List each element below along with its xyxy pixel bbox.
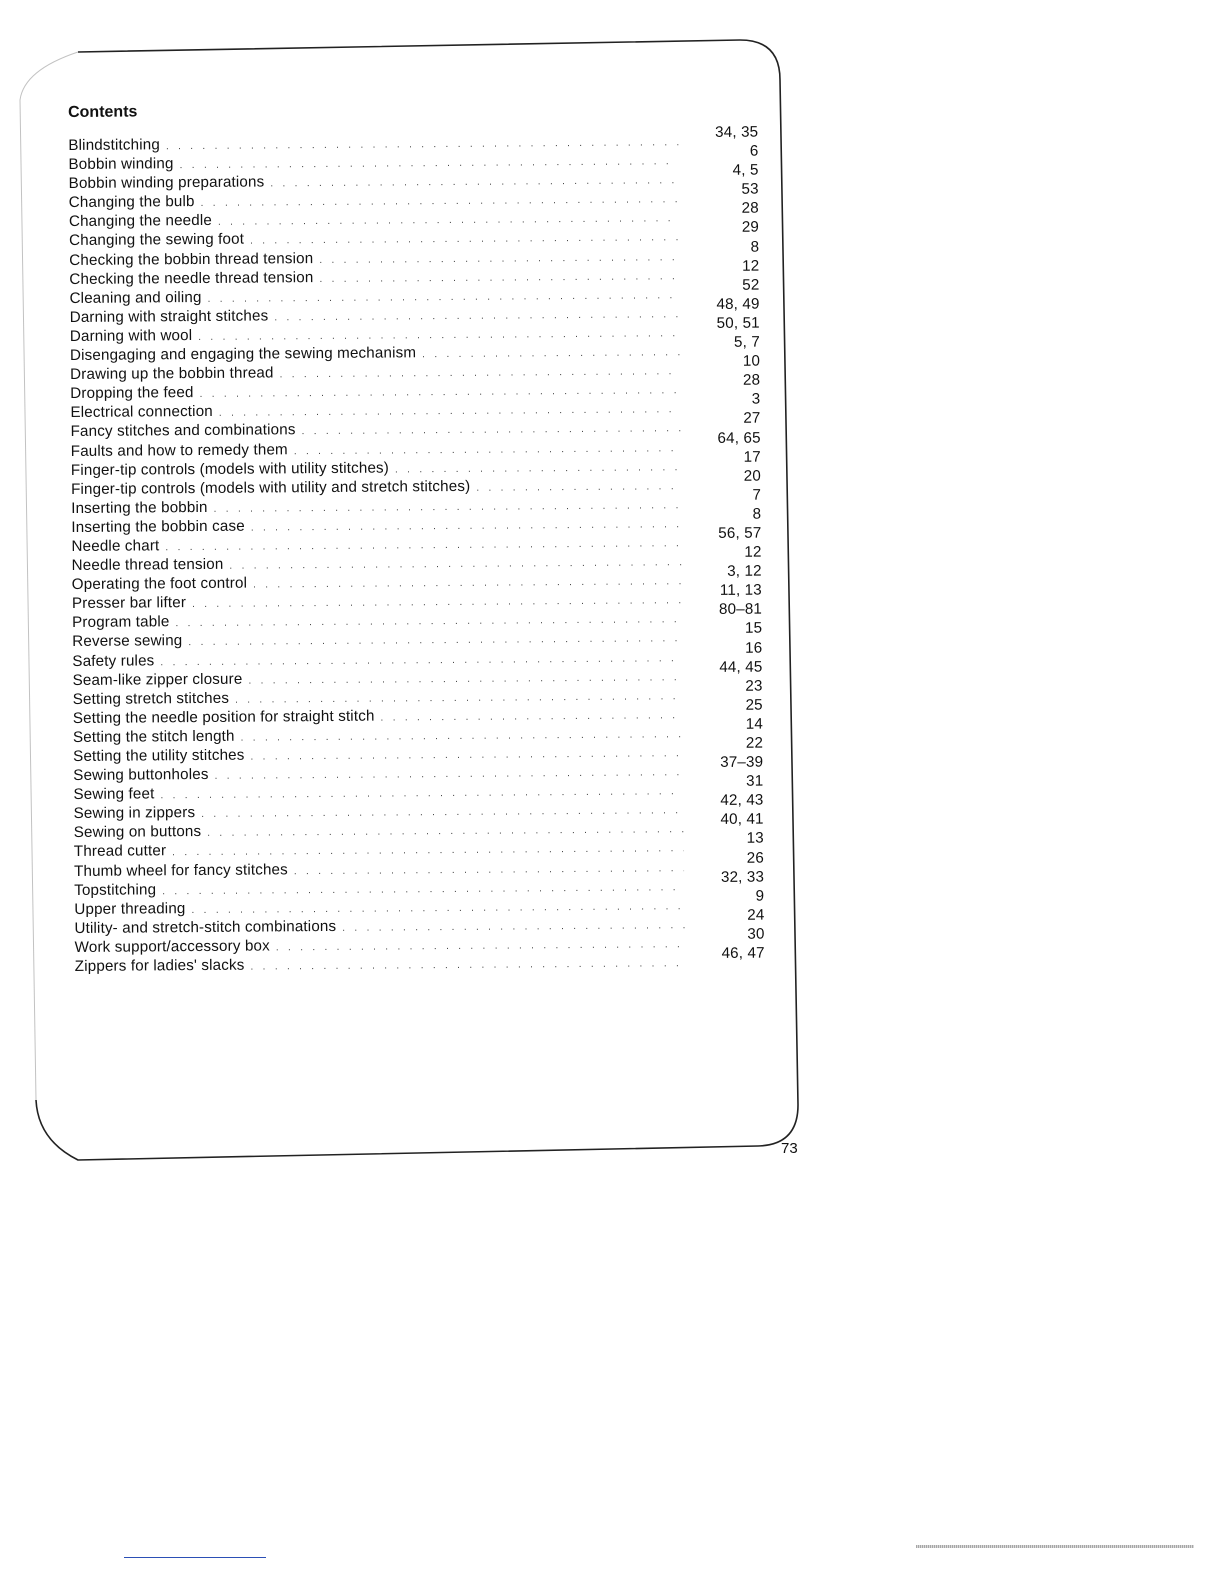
toc-entry-title: Sewing on buttons — [73, 823, 202, 842]
toc-entry-title: Sewing buttonholes — [73, 766, 209, 785]
contents-heading: Contents — [68, 103, 138, 121]
toc-entry-page: 30 — [747, 925, 765, 943]
toc-entry-page: 32, 33 — [720, 868, 765, 886]
toc-entry-page: 17 — [743, 448, 761, 466]
toc-entry-page: 48, 49 — [716, 295, 760, 313]
toc-entry-title: Darning with wool — [69, 326, 193, 345]
toc-entry-page: 14 — [745, 715, 763, 733]
toc-entry-page: 3, 12 — [727, 562, 762, 580]
toc-entry-title: Fancy stitches and combinations — [70, 421, 296, 441]
toc-entry-page: 22 — [745, 734, 764, 752]
toc-entry-page: 23 — [745, 677, 763, 695]
toc-entry-title: Sewing feet — [73, 785, 155, 804]
toc-entry-title: Setting the stitch length — [72, 727, 235, 746]
toc-entry-page: 12 — [744, 543, 762, 561]
toc-entry-page: 5, 7 — [733, 333, 760, 351]
toc-entry-page: 53 — [741, 180, 759, 198]
toc-entry-title: Dropping the feed — [70, 384, 194, 403]
toc-entry-title: Program table — [72, 613, 170, 632]
toc-entry-title: Setting the needle position for straight stitch — [72, 707, 375, 727]
toc-entry-title: Drawing up the bobbin thread — [70, 364, 274, 384]
toc-entry-title: Needle thread tension — [71, 555, 224, 575]
dot-leader — [422, 343, 680, 364]
toc-entry-page: 56, 57 — [718, 524, 762, 542]
toc-entry-page: 8 — [750, 238, 760, 256]
toc-entry-page: 20 — [743, 467, 762, 485]
toc-entry-title: Blindstitching — [68, 136, 160, 154]
toc-entry-title: Cleaning and oiling — [69, 288, 202, 307]
toc-entry-title: Finger-tip controls (models with utility and stretch stitches) — [70, 477, 471, 498]
toc-entry-title: Zippers for ladies' slacks — [74, 956, 245, 976]
toc-entry-page: 37–39 — [720, 753, 764, 771]
footer-line-left — [124, 1557, 266, 1558]
toc-entry-page: 26 — [746, 849, 765, 867]
toc-entry-page: 46, 47 — [721, 944, 765, 962]
toc-entry-title: Operating the foot control — [71, 574, 248, 594]
toc-entry-title: Electrical connection — [70, 403, 213, 422]
toc-entry-title: Changing the sewing foot — [69, 231, 245, 250]
dot-leader — [476, 477, 681, 498]
toc-entry-title: Needle chart — [71, 537, 160, 555]
toc-entry-page: 12 — [742, 257, 760, 275]
toc-entry-title: Changing the bulb — [68, 193, 195, 212]
toc-entry-page: 40, 41 — [720, 810, 764, 829]
toc-entry-page: 25 — [745, 696, 763, 714]
toc-entry-page: 4, 5 — [732, 161, 759, 179]
dot-leader — [380, 706, 682, 727]
contents-section — [68, 99, 765, 977]
toc-entry-title: Work support/accessory box — [74, 937, 270, 956]
toc-entry-page: 42, 43 — [720, 791, 764, 810]
toc-entry-page: 27 — [743, 409, 761, 428]
toc-entry-page: 9 — [755, 887, 765, 905]
toc-entry-title: Thread cutter — [73, 842, 167, 861]
toc-entry-page: 11, 13 — [719, 581, 762, 600]
page-number: 73 — [781, 1140, 798, 1157]
toc-entry-title: Seam-like zipper closure — [72, 670, 243, 689]
toc-entry-title: Faults and how to remedy them — [70, 440, 288, 460]
toc-entry-page: 8 — [752, 505, 762, 523]
toc-entry-page: 44, 45 — [719, 658, 763, 676]
toc-entry-title: Checking the needle thread tension — [69, 268, 314, 288]
toc-entry-page: 28 — [742, 371, 761, 389]
toc-entry-title: Topstitching — [74, 880, 157, 899]
toc-entry-title: Darning with straight stitches — [69, 307, 269, 326]
toc-entry-title: Inserting the bobbin case — [71, 517, 245, 536]
dot-leader — [250, 954, 684, 977]
toc-entry-title: Presser bar lifter — [71, 594, 187, 613]
toc-entry-title: Thumb wheel for fancy stitches — [73, 860, 288, 880]
footer-line-right — [916, 1545, 1194, 1548]
toc-entry-title: Sewing in zippers — [73, 804, 196, 823]
toc-entry-title: Bobbin winding preparations — [68, 173, 265, 193]
toc-entry-page: 7 — [752, 486, 762, 504]
toc-entry-title: Finger-tip controls (models with utility stitches) — [70, 459, 390, 479]
toc-entry-page: 52 — [742, 276, 760, 294]
toc-entry-page: 50, 51 — [716, 314, 760, 332]
toc-list — [68, 123, 765, 977]
toc-entry-page: 3 — [751, 390, 761, 408]
toc-entry-page: 6 — [749, 142, 759, 160]
toc-entry-title: Upper threading — [74, 899, 186, 918]
toc-entry-title: Safety rules — [72, 651, 155, 670]
toc-entry-page: 15 — [744, 620, 763, 638]
toc-entry-page: 13 — [746, 830, 764, 848]
toc-entry-title: Bobbin winding — [68, 155, 174, 174]
toc-entry — [68, 123, 759, 156]
toc-entry-title: Setting stretch stitches — [72, 689, 230, 708]
toc-entry-title: Inserting the bobbin — [71, 498, 208, 517]
toc-entry-page: 16 — [745, 639, 763, 657]
toc-entry-title: Changing the needle — [68, 212, 213, 231]
toc-entry-page: 24 — [747, 906, 765, 924]
toc-entry-title: Checking the bobbin thread tension — [69, 249, 314, 269]
toc-entry-title: Reverse sewing — [72, 632, 183, 651]
toc-entry-page: 10 — [742, 352, 761, 370]
toc-entry-page: 29 — [741, 219, 760, 237]
toc-entry-page: 34, 35 — [715, 123, 759, 141]
toc-entry-title: Disengaging and engaging the sewing mechanism — [69, 344, 417, 365]
toc-entry-page: 64, 65 — [717, 429, 761, 447]
toc-entry-page: 31 — [746, 772, 764, 790]
toc-entry-page: 80–81 — [718, 600, 763, 619]
toc-entry-title: Utility- and stretch-stitch combinations — [74, 917, 337, 937]
toc-entry-title: Setting the utility stitches — [73, 746, 245, 765]
toc-entry-page: 28 — [741, 199, 759, 218]
